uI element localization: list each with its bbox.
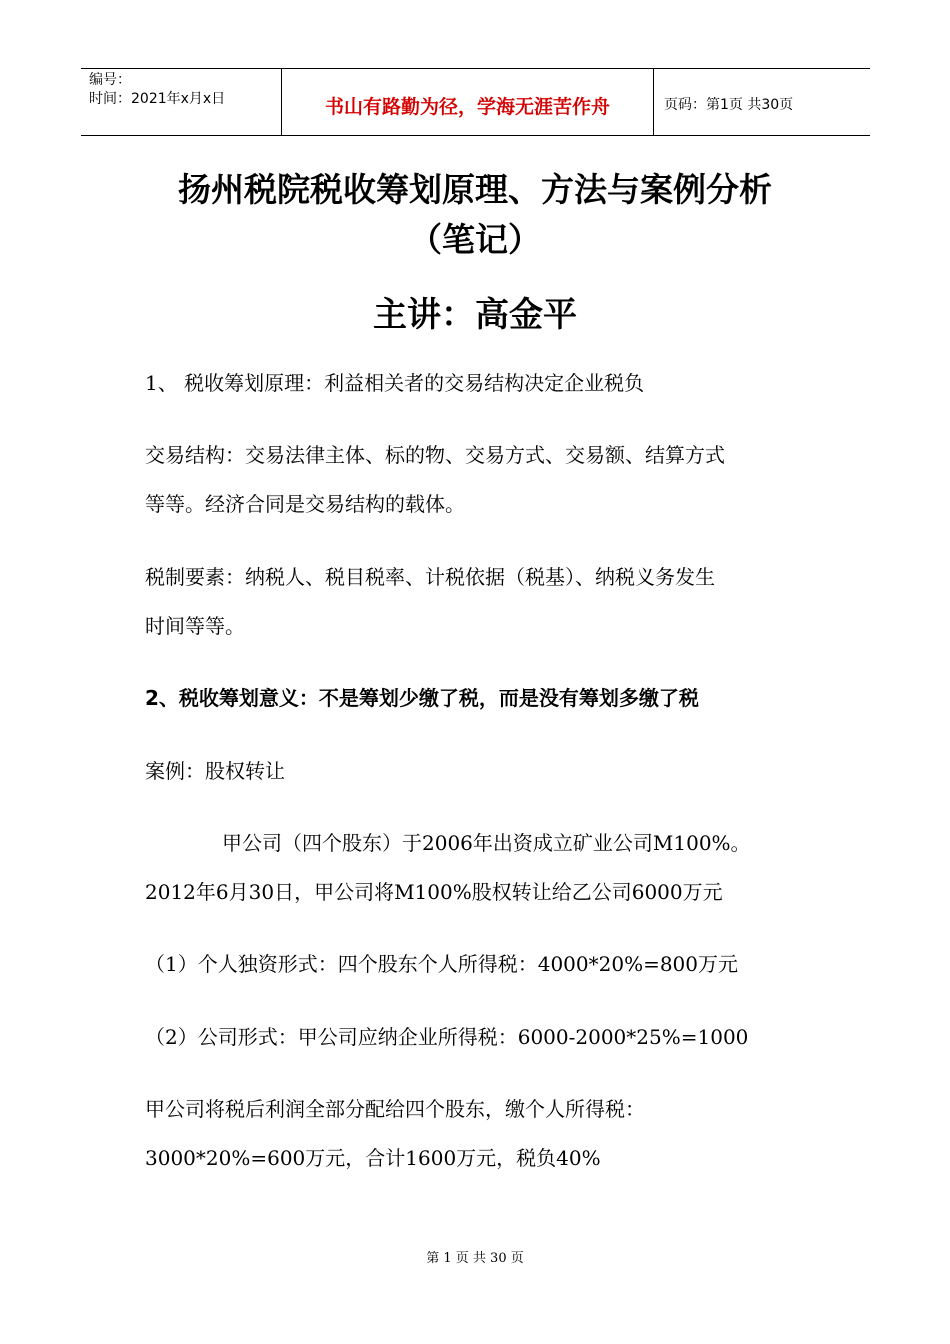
date-label: 时间：2021年x月x日: [89, 91, 226, 107]
paragraph-tax-elements-1: 税制要素：纳税人、税目税率、计税依据（税基）、纳税义务发生: [145, 565, 715, 589]
header-motto: 书山有路勤为径，学海无涯苦作舟: [281, 69, 654, 135]
number-label: 编号：: [89, 72, 131, 88]
paragraph-distribution-2: 3000*20%=600万元，合计1600万元，税负40%: [145, 1146, 601, 1170]
paragraph-case-2: 2012年6月30日，甲公司将M100%股权转让给乙公司6000万元: [145, 880, 723, 904]
paragraph-transaction-structure-1: 交易结构：交易法律主体、标的物、交易方式、交易额、结算方式: [145, 443, 725, 467]
paragraph-option-1: （1）个人独资形式：四个股东个人所得税：4000*20%=800万元: [145, 952, 739, 976]
paragraph-case-1: 甲公司（四个股东）于2006年出资成立矿业公司M100%。: [222, 831, 751, 855]
document-subtitle: （笔记）: [409, 220, 541, 259]
paragraph-tax-elements-2: 时间等等。: [145, 614, 245, 638]
header-meta: [81, 69, 281, 135]
paragraph-case-title: 案例：股权转让: [145, 759, 285, 783]
page-footer: 第 1 页 共 30 页: [426, 1251, 524, 1266]
lecturer-line: 主讲：高金平: [373, 295, 577, 335]
document-header: [81, 68, 870, 136]
paragraph-significance: 2、税收筹划意义：不是筹划少缴了税，而是没有筹划多缴了税: [145, 686, 699, 710]
document-title: 扬州税院税收筹划原理、方法与案例分析: [178, 170, 772, 209]
paragraph-option-2: （2）公司形式：甲公司应纳企业所得税：6000-2000*25%=1000: [145, 1025, 749, 1049]
paragraph-distribution-1: 甲公司将税后利润全部分配给四个股东，缴个人所得税：: [145, 1097, 645, 1121]
paragraph-principle: 1、 税收筹划原理：利益相关者的交易结构决定企业税负: [145, 371, 645, 395]
header-page-info: 页码：第1页 共30页: [664, 97, 794, 113]
paragraph-transaction-structure-2: 等等。经济合同是交易结构的载体。: [145, 492, 465, 516]
